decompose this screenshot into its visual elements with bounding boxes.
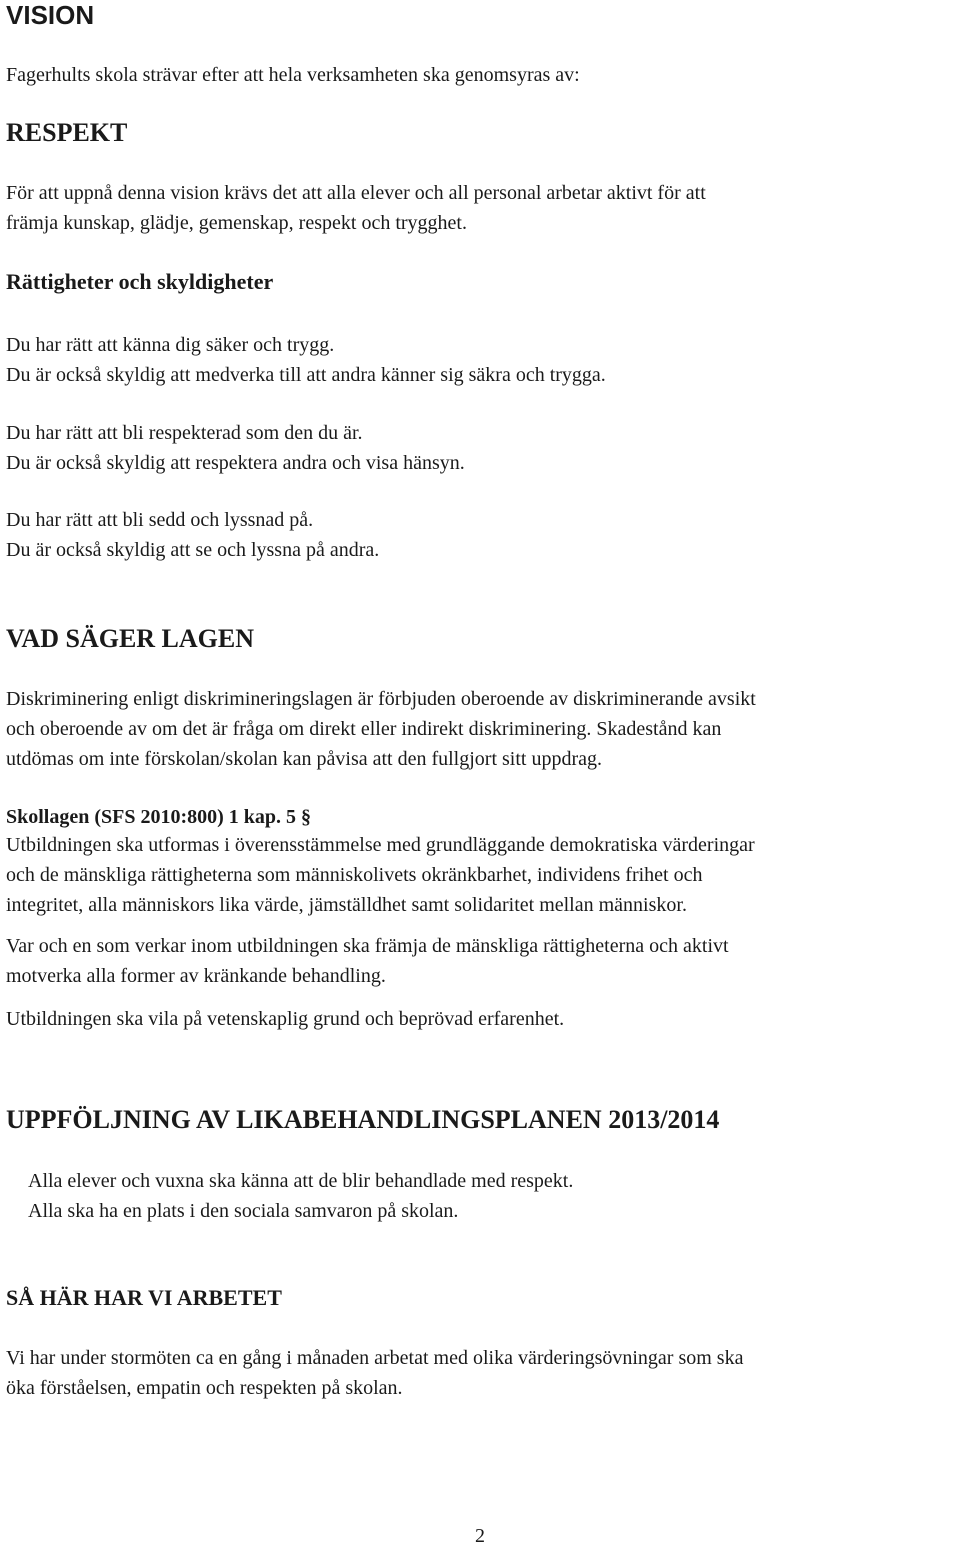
law-p2-line: Var och en som verkar inom utbildningen ska främja de mänskliga rättigheterna och aktivt	[6, 935, 729, 957]
followup-heading: UPPFÖLJNING AV LIKABEHANDLINGSPLANEN 2013/2014	[6, 1105, 720, 1134]
work-lines	[6, 1343, 743, 1403]
followup-line: Alla ska ha en plats i den sociala samvaron på skolan.	[28, 1200, 459, 1222]
vision-body	[6, 178, 706, 238]
law-p1-line: Utbildningen ska utformas i överensstämmelse med grundläggande demokratiska värderingar	[6, 834, 755, 856]
respekt-keyword: RESPEKT	[6, 118, 128, 147]
rights-pair	[6, 505, 379, 565]
work-heading: SÅ HÄR HAR VI ARBETET	[6, 1285, 282, 1310]
law-paragraph-line: utdömas om inte förskolan/skolan kan påvisa att den fullgjort sitt uppdrag.	[6, 748, 603, 770]
work-line: öka förståelsen, empatin och respekten på skolan.	[6, 1377, 403, 1399]
right-line: Du har rätt att känna dig säker och trygg.	[6, 334, 335, 356]
law-p1-line: integritet, alla människors lika värde, jämställdhet samt solidaritet mellan människor.	[6, 894, 687, 916]
law-paragraph	[6, 684, 756, 774]
vision-heading: VISION	[6, 0, 95, 30]
law-paragraph-line: och oberoende av om det är fråga om direkt eller indirekt diskriminering. Skadestånd kan	[6, 718, 722, 740]
law-reference: Skollagen (SFS 2010:800) 1 kap. 5 §	[6, 806, 312, 828]
followup-lines	[28, 1166, 573, 1226]
rights-pair	[6, 330, 606, 390]
rights-pair	[6, 418, 465, 478]
duty-line: Du är också skyldig att medverka till att andra känner sig säkra och trygga.	[6, 364, 606, 386]
law-p1	[6, 830, 755, 920]
vision-body-line: främja kunskap, glädje, gemenskap, respekt och trygghet.	[6, 212, 467, 234]
law-p1-line: och de mänskliga rättigheterna som människolivets okränkbarhet, individens frihet och	[6, 864, 703, 886]
law-paragraph-line: Diskriminering enligt diskrimineringslagen är förbjuden oberoende av diskriminerande avsikt	[6, 688, 756, 710]
vision-body-line: För att uppnå denna vision krävs det att alla elever och all personal arbetar aktivt för att	[6, 182, 706, 204]
right-line: Du har rätt att bli sedd och lyssnad på.	[6, 509, 314, 531]
page-number: 2	[475, 1525, 485, 1547]
duty-line: Du är också skyldig att respektera andra och visa hänsyn.	[6, 452, 465, 474]
work-line: Vi har under stormöten ca en gång i månaden arbetat med olika värderingsövningar som ska	[6, 1347, 744, 1369]
vision-intro: Fagerhults skola strävar efter att hela verksamheten ska genomsyras av:	[6, 64, 580, 86]
duty-line: Du är också skyldig att se och lyssna på andra.	[6, 539, 380, 561]
right-line: Du har rätt att bli respekterad som den du är.	[6, 422, 363, 444]
law-p2-line: motverka alla former av kränkande behandling.	[6, 965, 386, 987]
law-heading: VAD SÄGER LAGEN	[6, 624, 255, 653]
followup-line: Alla elever och vuxna ska känna att de blir behandlade med respekt.	[28, 1170, 574, 1192]
law-p3: Utbildningen ska vila på vetenskaplig grund och beprövad erfarenhet.	[6, 1008, 565, 1030]
rights-heading: Rättigheter och skyldigheter	[6, 269, 274, 294]
law-p2	[6, 931, 729, 991]
